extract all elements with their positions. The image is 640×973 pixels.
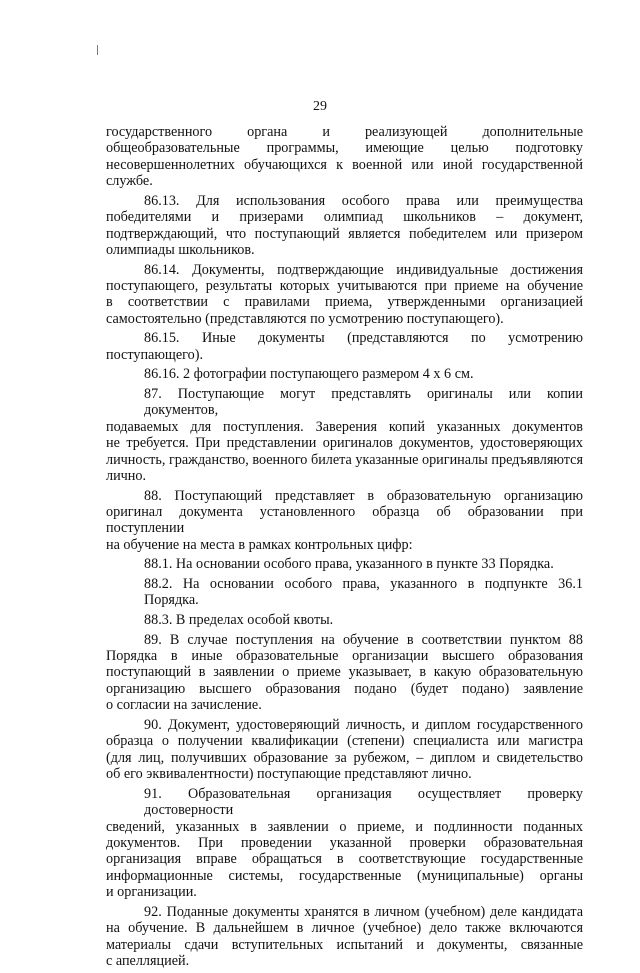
paragraph-92 — [106, 904, 583, 970]
text-line: 89. В случае поступления на обучение в соответствии пунктом 88 — [144, 631, 583, 648]
paragraph-90 — [106, 717, 583, 783]
text-line: поступающего). — [106, 346, 203, 363]
text-line: поступающего, результаты которых учитываются при приеме на обучение — [106, 278, 583, 295]
text-line: самостоятельно (представляются по усмотрению поступающего). — [106, 310, 504, 327]
text-line: оригинал документа установленного образца об образовании при поступлении — [106, 504, 583, 537]
text-line: 86.13. Для использования особого права или преимущества — [144, 192, 583, 209]
text-line: несовершеннолетних обучающихся к военной или иной государственной — [106, 156, 583, 173]
text-line: подаваемых для поступления. Заверения копий указанных документов — [106, 418, 583, 435]
text-line: организацию высшего образования подано (будет подано) заявление — [106, 680, 583, 697]
paragraph-86-13 — [106, 193, 583, 259]
scan-artifact-mark — [97, 45, 98, 55]
text-line: службе. — [106, 173, 153, 190]
text-line: информационные системы, государственные (муниципальные) органы — [106, 867, 583, 884]
paragraph-cont — [106, 124, 583, 190]
document-body — [106, 124, 583, 973]
text-line: сведений, указанных в заявлении о приеме, и подлинности поданных — [106, 818, 583, 835]
text-line: документов. При проведении указанной проверки образовательная — [106, 834, 583, 851]
text-line: государственного органа и реализующей дополнительные — [106, 124, 583, 140]
text-line: на обучение. В дальнейшем в личное (учебное) дело также включаются — [106, 920, 583, 937]
paragraph-86-15 — [106, 330, 583, 363]
text-line: личность, гражданство, военного билета указанные оригиналы предъявляются — [106, 451, 583, 468]
text-line: о согласии на зачисление. — [106, 697, 262, 714]
text-line: организация вправе обращаться в соответствующие государственные — [106, 851, 583, 868]
text-line: 88. Поступающий представляет в образовательную организацию — [144, 487, 583, 504]
paragraph-88-2 — [106, 576, 583, 609]
paragraph-86-14 — [106, 262, 583, 328]
paragraph-86-16 — [106, 366, 583, 382]
text-line: победителями и призерами олимпиад школьников – документ, — [106, 209, 583, 226]
paragraph-88-3 — [106, 612, 583, 628]
text-line: 87. Поступающие могут представлять оригиналы или копии документов, — [144, 386, 583, 419]
text-line: материалы сдачи вступительных испытаний и документы, связанные — [106, 936, 583, 953]
text-line: олимпиады школьников. — [106, 242, 255, 259]
text-line: 88.3. В пределах особой квоты. — [144, 612, 334, 629]
paragraph-88-1 — [106, 556, 583, 572]
paragraph-89 — [106, 632, 583, 714]
text-line: поступающий в заявлении о приеме указывает, в какую образовательную — [106, 664, 583, 681]
text-line: на обучение на места в рамках контрольных цифр: — [106, 536, 413, 553]
text-line: об его эквивалентности) поступающие представляют лично. — [106, 766, 472, 783]
text-line: (для лиц, получивших образование за рубежом, – диплом и свидетельство — [106, 749, 583, 766]
text-line: лично. — [106, 468, 147, 485]
text-line: 88.2. На основании особого права, указанного в подпункте 36.1 Порядка. — [144, 576, 583, 609]
text-line: с апелляцией. — [106, 952, 190, 969]
text-line: 86.15. Иные документы (представляются по усмотрению — [144, 330, 583, 347]
text-line: Порядка в иные образовательные организации высшего образования — [106, 648, 583, 665]
text-line: 91. Образовательная организация осуществляет проверку достоверности — [144, 785, 583, 819]
text-line: образца о получении квалификации (степени) специалиста или магистра — [106, 733, 583, 750]
paragraph-91 — [106, 786, 583, 901]
text-line: 86.14. Документы, подтверждающие индивидуальные достижения — [144, 261, 583, 278]
text-line: не требуется. При представлении оригиналов документов, удостоверяющих — [106, 435, 583, 452]
paragraph-88 — [106, 488, 583, 554]
paragraph-87 — [106, 386, 583, 484]
text-line: 86.16. 2 фотографии поступающего размером 4 х 6 см. — [144, 366, 474, 383]
text-line: и организации. — [106, 884, 197, 901]
text-line: подтверждающий, что поступающий является победителем или призером — [106, 225, 583, 242]
text-line: 92. Поданные документы хранятся в личном (учебном) деле кандидата — [144, 903, 583, 920]
text-line: 90. Документ, удостоверяющий личность, и диплом государственного — [144, 716, 583, 733]
text-line: 88.1. На основании особого права, указанного в пункте 33 Порядка. — [144, 556, 554, 573]
text-line: в соответствии с правилами приема, утвержденными организацией — [106, 294, 583, 311]
text-line: общеобразовательные программы, имеющие целью подготовку — [106, 140, 583, 157]
page-number: 29 — [313, 99, 327, 114]
